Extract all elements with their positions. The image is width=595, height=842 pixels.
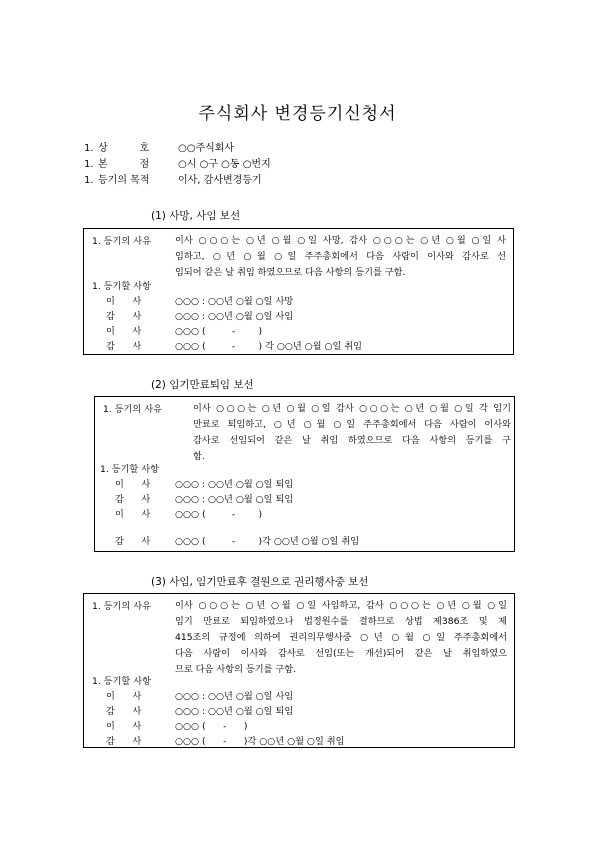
matter-role: 이 사 [115,509,151,520]
matters-label: 1. 등기할 사항 [100,464,159,475]
matter-text: ○○○ : ○○년 ○월 ○일 사망 [175,296,294,307]
reason-line: 만료로 퇴임하고, ○년 ○월 ○일 주주총회에서 다음 사람이 이사와 [193,419,511,430]
matter-role: 이 사 [106,296,142,307]
header-row-label: 등기의 목적 [98,175,150,186]
header-row-number: 1. [84,175,94,186]
matter-text: ○○○ ( - ) 각 ○○년 ○월 ○일 취임 [175,341,363,352]
header-row-trade-name [84,142,234,156]
reason-line: 다음 사람이 이사와 감사로 선임(또는 개선)되어 같은 날 취임하였으 [175,648,507,659]
reason-line: 임하고, ○년 ○월 ○일 주주총회에서 다음 사람이 이사와 감사로 선 [175,251,506,262]
document-title: 주식회사 변경등기신청서 [198,104,397,124]
header-row-number: 1. [84,143,94,154]
section-heading: (3) 사임, 임기만료후 결원으로 권리행사중 보선 [151,576,369,588]
header-row-value: 이사, 감사변경등기 [178,175,262,186]
header-row-head-office [84,158,271,172]
reason-line: 함. [193,451,205,462]
section-box [83,593,515,748]
matter-role: 이 사 [115,479,151,490]
reason-label: 1. 등기의 사유 [103,404,162,415]
matter-role: 이 사 [106,326,142,337]
matter-text: ○○○ : ○○년 ○월 ○일 사임 [175,311,294,322]
reason-line: 이사 ○○○는 ○년 ○월 ○일 사임하고, 감사 ○○○는 ○년 ○월 ○일 [175,600,507,611]
matter-text: ○○○ : ○○년 ○월 ○일 퇴임 [175,706,294,717]
reason-line: 이사 ○○○는 ○년 ○월 ○일 감사 ○○○는 ○년 ○월 ○일 각 임기 [193,403,511,414]
header-row-value: ○시 ○구 ○동 ○번지 [178,159,271,170]
matter-role: 감 사 [115,494,151,505]
matter-role: 감 사 [106,311,142,322]
matter-text: ○○○ : ○○년 ○월 ○일 사임 [175,691,294,702]
matters-label: 1. 등기할 사항 [92,281,151,292]
reason-label: 1. 등기의 사유 [92,236,151,247]
reason-line: 415조의 규정에 의하여 권리의무행사중 ○년 ○월 ○일 주주총회에서 [175,632,507,643]
matter-role: 이 사 [106,691,142,702]
matter-role: 감 사 [106,736,142,747]
header-row-label: 상 호 [98,143,150,154]
header-row-value: ○○주식회사 [178,143,235,154]
header-row-number: 1. [84,159,94,170]
matter-role: 감 사 [106,706,142,717]
header-row-purpose [84,174,262,188]
matter-text: ○○○ ( - ) [175,721,248,732]
header-row-label: 본 점 [98,159,150,170]
section-heading: (1) 사망, 사임 보선 [151,210,241,222]
reason-text [175,233,506,281]
matter-text: ○○○ ( - ) [175,509,263,520]
matters-label: 1. 등기할 사항 [92,676,151,687]
reason-line: 감사로 선임되어 같은 날 취임 하였으므로 다음 사항의 등기를 구 [193,435,511,446]
reason-line: 임되어 같은 날 취임 하였으므로 다음 사항의 등기를 구함. [175,267,406,278]
reason-line: 이사 ○○○는 ○년 ○월 ○일 사망, 감사 ○○○는 ○년 ○월 ○일 사 [175,235,506,246]
reason-line: 임기 만료로 퇴임하였으나 법정원수를 결하므로 상법 제386조 및 제 [175,616,507,627]
matter-text: ○○○ : ○○년 ○월 ○일 퇴임 [175,494,294,505]
section-box [94,396,515,552]
matter-role: 감 사 [115,536,151,547]
matter-role: 감 사 [106,341,142,352]
reason-text [175,598,507,678]
section-heading: (2) 임기만료퇴임 보선 [151,379,254,391]
matter-role: 이 사 [106,721,142,732]
reason-text [193,401,511,465]
reason-label: 1. 등기의 사유 [92,601,151,612]
section-box [83,228,514,355]
matter-text: ○○○ ( - )각 ○○년 ○월 ○일 취임 [175,536,360,547]
reason-line: 므로 다음 사항의 등기를 구함. [175,664,297,675]
matter-text: ○○○ ( - ) [175,326,263,337]
matter-text: ○○○ ( - )각 ○○년 ○월 ○일 취임 [175,736,345,747]
matter-text: ○○○ : ○○년 ○월 ○일 퇴임 [175,479,294,490]
